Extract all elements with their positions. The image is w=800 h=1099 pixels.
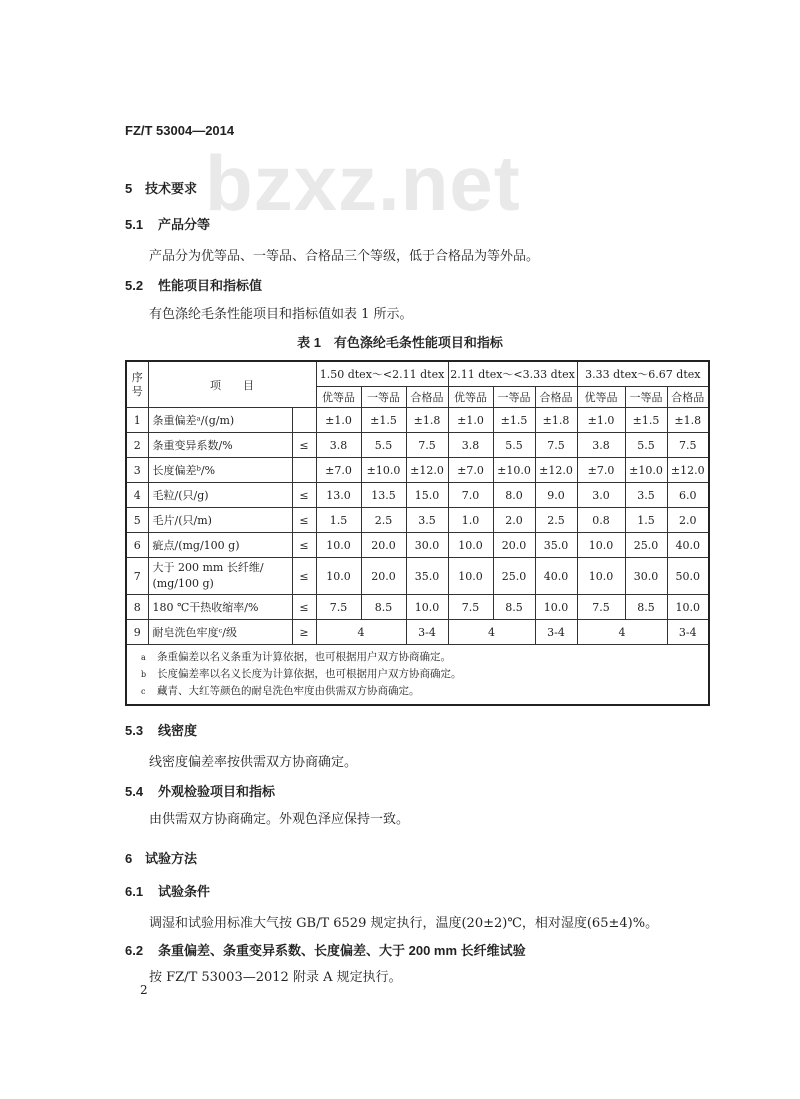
cell-value: 2.0 — [667, 508, 709, 533]
section-5-2 — [125, 275, 262, 294]
cell-value: 10.0 — [667, 595, 709, 620]
cell-value: 35.0 — [535, 533, 577, 558]
cell-value: 3.8 — [316, 433, 361, 458]
section-5-3 — [125, 720, 197, 739]
cell-value: ±10.0 — [361, 458, 406, 483]
section-title: 条重偏差、条重变异系数、长度偏差、大于 200 mm 长纤维试验 — [158, 943, 526, 958]
paragraph-5-1: 产品分为优等品、一等品、合格品三个等级，低于合格品为等外品。 — [149, 249, 540, 264]
cell-value: 30.0 — [625, 558, 667, 595]
grade-header: 一等品 — [493, 387, 535, 408]
cell-value: 7.5 — [535, 433, 577, 458]
table-note — [141, 666, 708, 683]
paragraph-5-2: 有色涤纶毛条性能项目和指标值如表 1 所示。 — [149, 307, 413, 322]
cell-value: 3-4 — [535, 620, 577, 645]
page-number: 2 — [140, 983, 148, 997]
cell-value: ±1.8 — [406, 408, 448, 433]
cell-value: 25.0 — [625, 533, 667, 558]
cell-value: 5.5 — [625, 433, 667, 458]
row-item: 条重变异系数/% — [148, 433, 292, 458]
row-item — [148, 558, 292, 595]
table-row — [126, 458, 709, 483]
section-title: 试验条件 — [158, 884, 211, 899]
cell-value: 4 — [577, 620, 667, 645]
cell-value: ±1.8 — [667, 408, 709, 433]
row-item: 长度偏差ᵇ/% — [148, 458, 292, 483]
cell-value: 10.0 — [535, 595, 577, 620]
row-item: 疵点/(mg/100 g) — [148, 533, 292, 558]
cell-value: 1.5 — [625, 508, 667, 533]
cell-value: 13.5 — [361, 483, 406, 508]
cell-value: ±12.0 — [406, 458, 448, 483]
grade-header: 优等品 — [448, 387, 493, 408]
cell-value: 9.0 — [535, 483, 577, 508]
cell-value: 3.0 — [577, 483, 625, 508]
row-symbol: ≥ — [292, 620, 316, 645]
cell-value: 10.0 — [406, 595, 448, 620]
cell-value: 5.5 — [493, 433, 535, 458]
cell-value: 20.0 — [361, 558, 406, 595]
cell-value: 2.0 — [493, 508, 535, 533]
section-title: 外观检验项目和指标 — [158, 784, 276, 799]
row-item: 毛片/(只/m) — [148, 508, 292, 533]
row-symbol — [292, 458, 316, 483]
cell-value: 7.5 — [406, 433, 448, 458]
cell-value: ±7.0 — [448, 458, 493, 483]
cell-value: ±12.0 — [535, 458, 577, 483]
table-title: 表 1 有色涤纶毛条性能项目和指标 — [297, 335, 503, 350]
table-1 — [125, 360, 710, 706]
row-symbol: ≤ — [292, 483, 316, 508]
cell-value: 40.0 — [535, 558, 577, 595]
section-title: 技术要求 — [145, 181, 198, 196]
paragraph-5-3: 线密度偏差率按供需双方协商确定。 — [149, 755, 358, 770]
section-number: 5.2 — [125, 278, 144, 293]
table-header-row — [126, 361, 709, 387]
section-5-4 — [125, 781, 275, 800]
cell-value: ±10.0 — [625, 458, 667, 483]
paragraph-5-4: 由供需双方协商确定。外观色泽应保持一致。 — [149, 812, 410, 827]
cell-value: 3-4 — [406, 620, 448, 645]
cell-value: 3-4 — [667, 620, 709, 645]
cell-value: ±10.0 — [493, 458, 535, 483]
section-title: 线密度 — [158, 723, 198, 738]
cell-value: ±12.0 — [667, 458, 709, 483]
cell-value: 2.5 — [535, 508, 577, 533]
row-item: 耐皂洗色牢度ᶜ/级 — [148, 620, 292, 645]
row-symbol: ≤ — [292, 595, 316, 620]
table-row — [126, 533, 709, 558]
cell-value: ±7.0 — [316, 458, 361, 483]
cell-value: 2.5 — [361, 508, 406, 533]
table-row — [126, 483, 709, 508]
cell-value: ±1.5 — [625, 408, 667, 433]
section-6 — [125, 848, 197, 867]
cell-value: 15.0 — [406, 483, 448, 508]
cell-value: 10.0 — [448, 558, 493, 595]
watermark: bzxz.net — [205, 139, 521, 227]
section-6-2 — [125, 940, 526, 959]
grade-header: 合格品 — [667, 387, 709, 408]
grade-header: 合格品 — [535, 387, 577, 408]
cell-value: 3.5 — [406, 508, 448, 533]
row-number: 5 — [126, 508, 148, 533]
section-5-1 — [125, 214, 210, 233]
grade-header: 优等品 — [316, 387, 361, 408]
cell-value: ±1.0 — [316, 408, 361, 433]
row-item: 条重偏差ᵃ/(g/m) — [148, 408, 292, 433]
section-5 — [125, 178, 197, 197]
row-symbol: ≤ — [292, 558, 316, 595]
cell-value: 25.0 — [493, 558, 535, 595]
table-row — [126, 595, 709, 620]
cell-value: 30.0 — [406, 533, 448, 558]
cell-value: 10.0 — [316, 533, 361, 558]
section-6-1 — [125, 881, 210, 900]
cell-value: ±1.5 — [361, 408, 406, 433]
cell-value: 6.0 — [667, 483, 709, 508]
seq-header: 序号 — [126, 361, 148, 408]
note-mark: b — [141, 670, 147, 679]
cell-value: 50.0 — [667, 558, 709, 595]
table-notes — [126, 645, 709, 706]
section-title: 性能项目和指标值 — [158, 278, 263, 293]
table-row — [126, 620, 709, 645]
grade-header: 一等品 — [361, 387, 406, 408]
cell-value: 3.8 — [448, 433, 493, 458]
section-number: 5.1 — [125, 217, 144, 232]
paragraph-6-2: 按 FZ/T 53003—2012 附录 A 规定执行。 — [149, 970, 402, 985]
note-text: 藏青、大红等颜色的耐皂洗色牢度由供需双方协商确定。 — [157, 685, 420, 697]
group-header-1: 1.50 dtex～<2.11 dtex — [316, 361, 448, 387]
cell-value: 7.5 — [577, 595, 625, 620]
cell-value: 3.8 — [577, 433, 625, 458]
row-number: 1 — [126, 408, 148, 433]
cell-value: ±1.0 — [448, 408, 493, 433]
cell-value: 10.0 — [577, 558, 625, 595]
row-number: 2 — [126, 433, 148, 458]
cell-value: 3.5 — [625, 483, 667, 508]
row-item: 180 ℃干热收缩率/% — [148, 595, 292, 620]
cell-value: 40.0 — [667, 533, 709, 558]
cell-value: 20.0 — [493, 533, 535, 558]
row-symbol: ≤ — [292, 533, 316, 558]
cell-value: 10.0 — [577, 533, 625, 558]
table-notes-row — [126, 645, 709, 706]
cell-value: 1.0 — [448, 508, 493, 533]
row-number: 8 — [126, 595, 148, 620]
table-note — [141, 649, 708, 666]
section-number: 5.4 — [125, 784, 144, 799]
cell-value: 20.0 — [361, 533, 406, 558]
cell-value: 8.5 — [625, 595, 667, 620]
cell-value: ±1.5 — [493, 408, 535, 433]
note-mark: c — [141, 687, 146, 696]
note-text: 长度偏差率以名义长度为计算依据，也可根据用户双方协商确定。 — [157, 668, 462, 680]
row-symbol: ≤ — [292, 508, 316, 533]
row-symbol — [292, 408, 316, 433]
note-mark: a — [141, 653, 146, 662]
section-number: 5 — [125, 181, 133, 196]
row-number: 3 — [126, 458, 148, 483]
row-item-line-2: (mg/100 g) — [152, 577, 214, 590]
section-number: 6.1 — [125, 884, 144, 899]
section-title: 产品分等 — [158, 217, 211, 232]
cell-value: 8.0 — [493, 483, 535, 508]
cell-value: 4 — [448, 620, 535, 645]
note-text: 条重偏差以名义条重为计算依据，也可根据用户双方协商确定。 — [157, 651, 451, 663]
row-item-line-1: 大于 200 mm 长纤维/ — [152, 561, 264, 574]
table-note — [141, 683, 708, 700]
cell-value: 7.5 — [448, 595, 493, 620]
cell-value: 13.0 — [316, 483, 361, 508]
cell-value: ±1.8 — [535, 408, 577, 433]
group-header-3: 3.33 dtex～6.67 dtex — [577, 361, 709, 387]
cell-value: 7.5 — [667, 433, 709, 458]
cell-value: 10.0 — [316, 558, 361, 595]
row-item: 毛粒/(只/g) — [148, 483, 292, 508]
section-number: 5.3 — [125, 723, 144, 738]
section-number: 6 — [125, 851, 133, 866]
row-number: 6 — [126, 533, 148, 558]
section-title: 试验方法 — [145, 851, 198, 866]
cell-value: 0.8 — [577, 508, 625, 533]
row-symbol: ≤ — [292, 433, 316, 458]
cell-value: ±1.0 — [577, 408, 625, 433]
section-number: 6.2 — [125, 943, 144, 958]
grade-header: 合格品 — [406, 387, 448, 408]
table-row — [126, 433, 709, 458]
cell-value: 35.0 — [406, 558, 448, 595]
cell-value: 7.5 — [316, 595, 361, 620]
doc-code: FZ/T 53004—2014 — [125, 123, 235, 138]
cell-value: 5.5 — [361, 433, 406, 458]
cell-value: 1.5 — [316, 508, 361, 533]
cell-value: 4 — [316, 620, 406, 645]
grade-header: 优等品 — [577, 387, 625, 408]
cell-value: ±7.0 — [577, 458, 625, 483]
row-number: 9 — [126, 620, 148, 645]
grade-header: 一等品 — [625, 387, 667, 408]
cell-value: 8.5 — [361, 595, 406, 620]
cell-value: 7.0 — [448, 483, 493, 508]
cell-value: 8.5 — [493, 595, 535, 620]
paragraph-6-1: 调湿和试验用标准大气按 GB/T 6529 规定执行，温度(20±2)℃，相对湿度(65±4)%。 — [149, 916, 659, 931]
table-row — [126, 408, 709, 433]
table-row — [126, 558, 709, 595]
cell-value: 10.0 — [448, 533, 493, 558]
row-number: 4 — [126, 483, 148, 508]
item-header: 项 目 — [148, 361, 316, 408]
group-header-2: 2.11 dtex～<3.33 dtex — [448, 361, 577, 387]
table-row — [126, 508, 709, 533]
row-number: 7 — [126, 558, 148, 595]
